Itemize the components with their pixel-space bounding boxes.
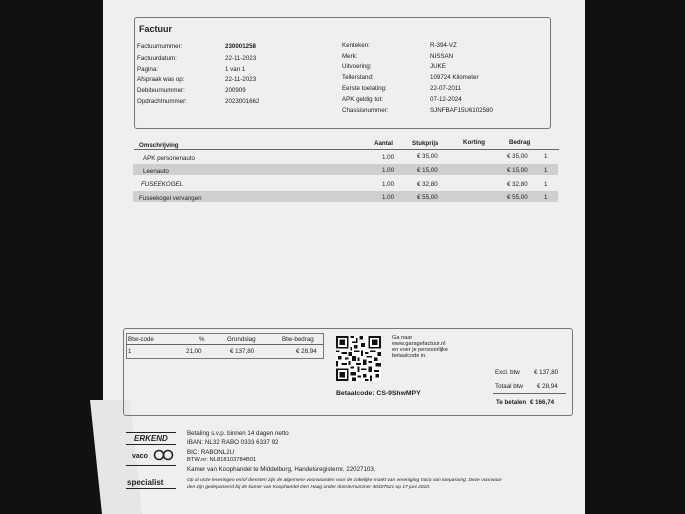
- vaco-erkend-specialist-logo: [126, 432, 176, 490]
- qr-code[interactable]: [336, 336, 381, 381]
- col-header-bedrag: Bedrag: [509, 139, 531, 146]
- cell-code: 1: [544, 167, 548, 174]
- cell-omschrijving: APK personenauto: [143, 155, 195, 162]
- cell-aantal: 1.00: [382, 167, 395, 174]
- field-label: Afspraak was op:: [137, 76, 185, 83]
- logo-text-bottom: specialist: [127, 478, 164, 487]
- vat-cell-grondslag: € 137,80: [230, 348, 255, 355]
- footer-line: Kamer van Koophandel te Middelburg, Handelsregisternr. 22027103.: [187, 466, 376, 473]
- vat-header-rule: [126, 344, 323, 345]
- field-value: 22-11-2023: [225, 76, 257, 83]
- btw-label: Totaal btw: [495, 383, 523, 390]
- vat-header-bedrag: Btw-bedrag: [282, 336, 314, 343]
- footer-line: Betaling s.v.p. binnen 14 dagen netto: [187, 430, 289, 437]
- cell-code: 1: [544, 181, 548, 188]
- cell-code: 1: [544, 194, 548, 201]
- field-label: Kenteken:: [342, 42, 370, 49]
- qr-text-line: www.garagefactuur.nl: [392, 341, 446, 347]
- vat-cell-pct: 21,00: [186, 348, 202, 355]
- field-value: 22-11-2023: [225, 55, 257, 62]
- footer-terms: den zijn gedeponeerd bij de kamer van Koophandel Den Haag onder dossiernummer 40407521 op 17 juni 2010.: [187, 485, 431, 490]
- cell-aantal: 1.00: [382, 154, 395, 161]
- vat-header-grondslag: Grondslag: [227, 336, 256, 343]
- footer-line: BTW.nr: NL818103784B01: [187, 457, 257, 463]
- field-label: Tellerstand:: [342, 74, 374, 81]
- cell-bedrag: € 15,00: [507, 167, 528, 174]
- footer-line: IBAN: NL32 RABO 0333 6337 92: [187, 439, 279, 446]
- cell-omschrijving: Fuseekogel vervangen: [139, 195, 202, 202]
- field-label: Opdrachtnummer:: [137, 98, 187, 105]
- page-title: Factuur: [139, 24, 173, 34]
- logo-rule: [126, 465, 176, 466]
- cell-stukprijs: € 55,00: [417, 194, 438, 201]
- logo-rule: [126, 488, 176, 489]
- cell-omschrijving: FUSEEKOGEL: [141, 181, 183, 188]
- logo-rule: [126, 432, 176, 433]
- payment-code: Betaalcode: CS-9ShwMPY: [336, 390, 421, 397]
- field-label: Uitvoering:: [342, 63, 372, 70]
- logo-rule: [126, 444, 176, 445]
- field-label: Debiteurnummer:: [137, 87, 185, 94]
- logo-text-top: ERKEND: [134, 434, 168, 443]
- field-value: R-394-VZ: [430, 42, 457, 49]
- col-header-aantal: Aantal: [374, 140, 393, 147]
- field-label: Factuurdatum:: [137, 55, 177, 62]
- field-label: Merk:: [342, 53, 358, 60]
- qr-text-line: Ga naar: [392, 335, 413, 341]
- field-value: 109724 Kilometer: [430, 74, 479, 81]
- cell-stukprijs: € 32,80: [417, 181, 438, 188]
- vat-header-pct: %: [199, 336, 205, 343]
- logo-rings-icon: [153, 449, 175, 461]
- field-value: JUKE: [430, 63, 446, 70]
- total-value: € 166,74: [530, 399, 555, 406]
- row-shade: [133, 164, 558, 175]
- cell-bedrag: € 35,00: [507, 153, 528, 160]
- cell-aantal: 1.00: [382, 194, 395, 201]
- qr-text-line: betaalcode in.: [392, 353, 427, 359]
- field-label: Factuurnummer:: [137, 43, 183, 50]
- cell-bedrag: € 55,00: [507, 194, 528, 201]
- vat-header-code: Btw-code: [128, 336, 154, 343]
- vat-cell-code: 1: [128, 348, 132, 355]
- field-value: NISSAN: [430, 53, 454, 60]
- col-header-omschrijving: Omschrijving: [139, 142, 179, 149]
- table-header-rule: [134, 149, 559, 150]
- footer-terms: Op al onze leveringen en/of diensten zijn de algemene voorwaarden voor de zakelijke markt van vereniging Vaco van toepassing. Deze voorwaar-: [187, 478, 503, 483]
- field-value: 2023001662: [225, 98, 260, 105]
- excl-value: € 137,80: [534, 369, 559, 376]
- field-label: Eerste toelating:: [342, 85, 387, 92]
- col-header-stukprijs: Stukprijs: [412, 140, 439, 147]
- field-value: SJNFBAF15U6102580: [430, 107, 493, 114]
- field-label: Chassisnummer:: [342, 107, 389, 114]
- cell-code: 1: [544, 153, 548, 160]
- field-label: APK geldig tot:: [342, 96, 383, 103]
- field-value: 07-12-2024: [430, 96, 462, 103]
- cell-bedrag: € 32,80: [507, 181, 528, 188]
- footer-line: BIC: RABONL2U: [187, 449, 235, 456]
- excl-label: Excl. btw: [495, 369, 520, 376]
- field-value: 22-07-2011: [430, 85, 462, 92]
- cell-aantal: 1.00: [382, 181, 395, 188]
- cell-stukprijs: € 35,00: [417, 153, 438, 160]
- col-header-korting: Korting: [463, 139, 485, 146]
- total-label: Te betalen: [496, 399, 527, 406]
- field-value: 200909: [225, 87, 246, 94]
- logo-text-middle: vaco: [132, 453, 148, 460]
- field-label: Pagina:: [137, 66, 158, 73]
- field-value: 1 van 1: [225, 66, 246, 73]
- qr-text-line: en voer je persoonlijke: [392, 347, 448, 353]
- field-value: 230001258: [225, 43, 256, 50]
- cell-stukprijs: € 15,00: [417, 167, 438, 174]
- cell-omschrijving: Leenauto: [143, 168, 169, 175]
- vat-cell-bedrag: € 28,94: [296, 348, 317, 355]
- totals-rule: [493, 393, 566, 394]
- btw-value: € 28,94: [537, 383, 558, 390]
